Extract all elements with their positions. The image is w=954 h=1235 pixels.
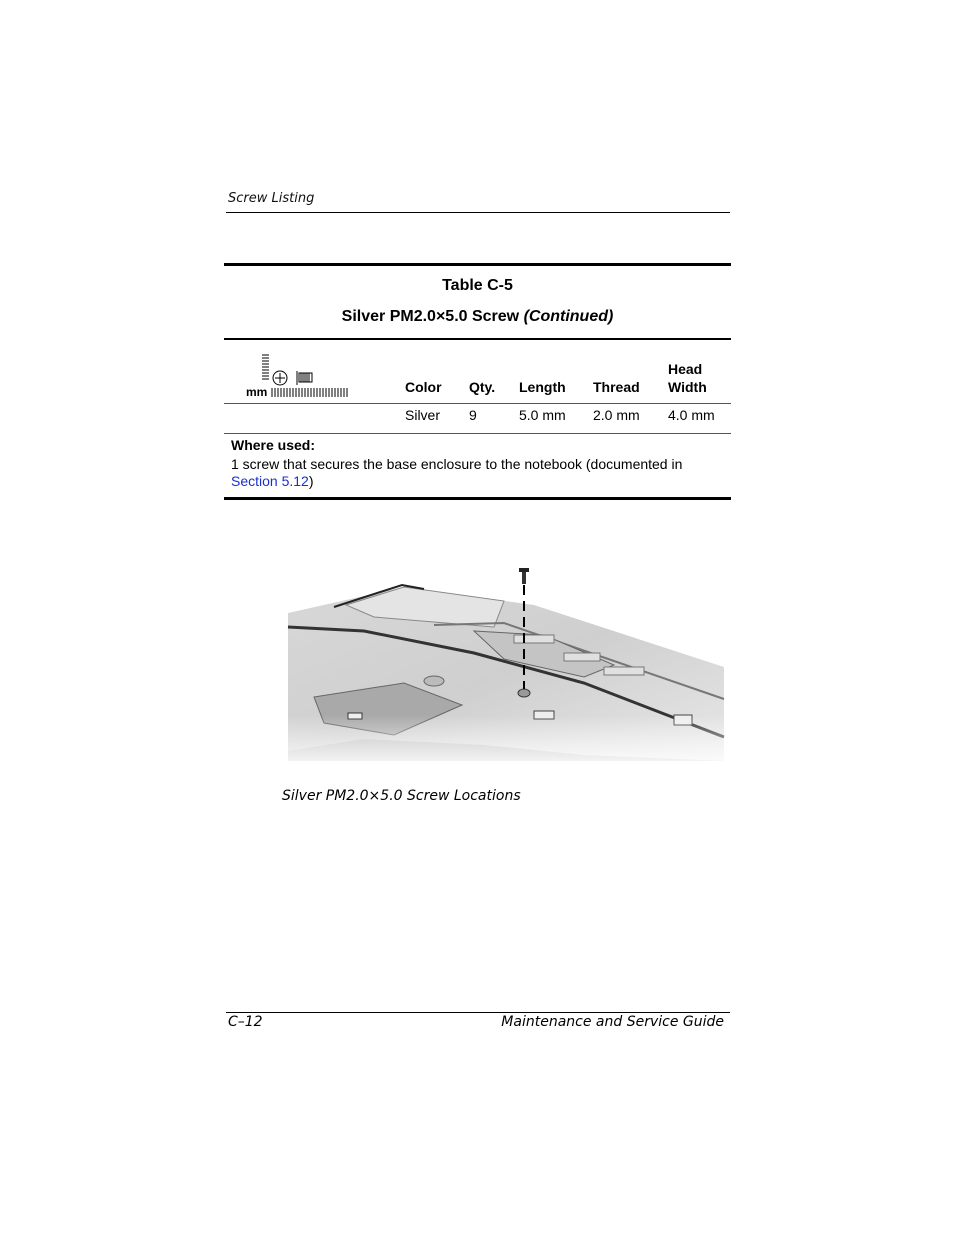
notebook-illustration bbox=[284, 565, 726, 763]
page-number: C–12 bbox=[228, 1014, 263, 1030]
header-head-line2: Width bbox=[668, 379, 707, 395]
cell-thread: 2.0 mm bbox=[593, 407, 640, 423]
table-title bbox=[224, 301, 731, 332]
cell-head-width: 4.0 mm bbox=[668, 407, 715, 423]
screw-location-figure bbox=[284, 565, 726, 763]
cell-length: 5.0 mm bbox=[519, 407, 566, 423]
header-length: Length bbox=[519, 379, 566, 395]
footer-rule bbox=[226, 1012, 730, 1013]
table-bottom-rule bbox=[224, 497, 731, 500]
guide-title: Maintenance and Service Guide bbox=[501, 1014, 724, 1030]
screw-table bbox=[224, 263, 731, 500]
cell-color: Silver bbox=[405, 407, 441, 423]
header-head-width bbox=[668, 360, 707, 396]
header-qty: Qty. bbox=[469, 379, 496, 395]
header-head-line1: Head bbox=[668, 361, 703, 377]
table-number: Table C-5 bbox=[442, 277, 513, 294]
screw-diagram-icon bbox=[244, 352, 374, 398]
cell-qty: 9 bbox=[469, 407, 477, 423]
table-row bbox=[224, 404, 731, 433]
header-color: Color bbox=[405, 379, 442, 395]
table-header-row bbox=[224, 340, 731, 403]
figure-caption: Silver PM2.0×5.0 Screw Locations bbox=[282, 788, 521, 804]
header-rule bbox=[226, 212, 730, 213]
table-title-main: Silver PM2.0×5.0 Screw bbox=[341, 308, 524, 325]
where-used-desc: 1 screw that secures the base enclosure to the notebook (documented in bbox=[231, 456, 683, 472]
screw-scale-icon bbox=[244, 352, 374, 398]
unit-label: mm bbox=[246, 385, 268, 398]
screw-icon bbox=[519, 568, 529, 584]
where-used-label: Where used: bbox=[231, 437, 316, 453]
where-used-end: ) bbox=[308, 473, 314, 489]
where-used-text bbox=[231, 456, 724, 490]
header-thread: Thread bbox=[593, 379, 640, 395]
section-link[interactable]: Section 5.12 bbox=[231, 473, 309, 489]
where-used-block bbox=[224, 434, 731, 497]
table-title-continued: (Continued) bbox=[523, 308, 614, 325]
running-head: Screw Listing bbox=[228, 191, 315, 206]
table-caption bbox=[224, 266, 731, 338]
